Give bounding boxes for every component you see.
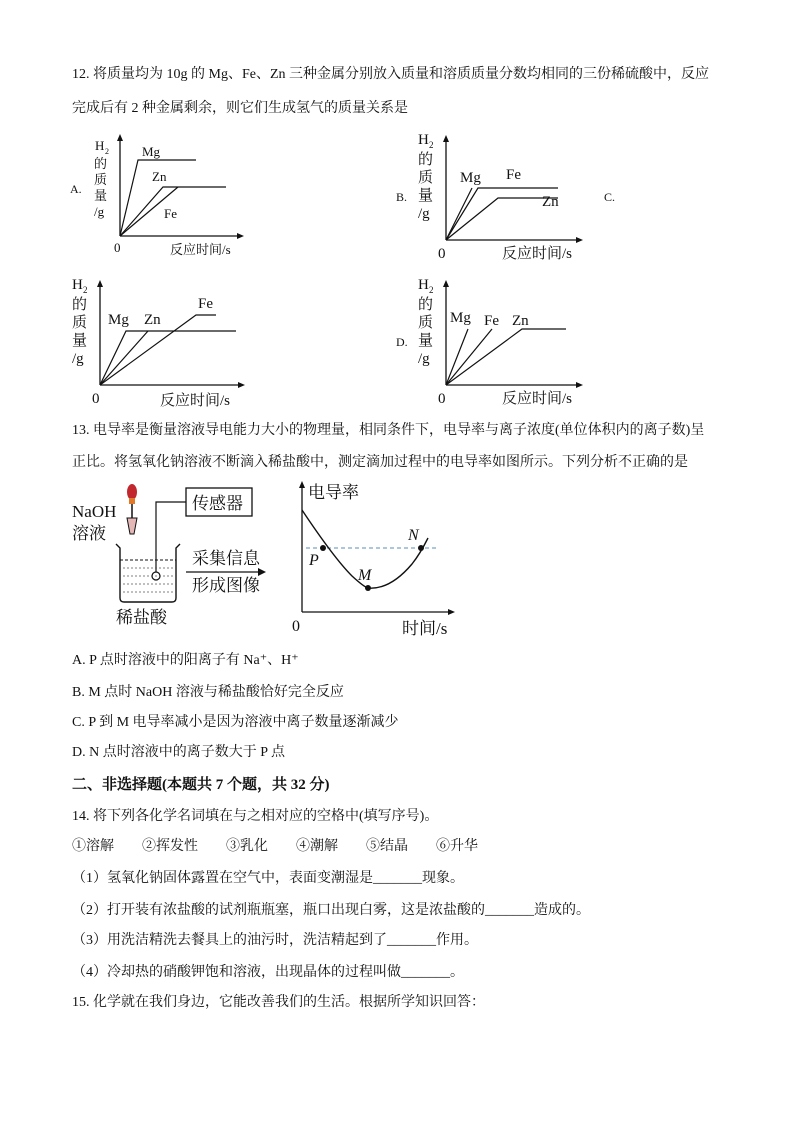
y-label-unit: /g (418, 206, 430, 222)
mg-line (446, 188, 472, 240)
q14-sub-2: （2）打开装有浓盐酸的试剂瓶瓶塞，瓶口出现白雾，这是浓盐酸的_______造成的。 (72, 903, 590, 918)
y-axis-arrow (443, 135, 449, 142)
option-a-label: A. (70, 182, 82, 196)
mg-label: Mg (142, 144, 161, 159)
x-axis-arrow (576, 382, 583, 388)
beaker (116, 544, 180, 602)
dropper-tip (127, 518, 137, 534)
origin-label: 0 (438, 391, 446, 407)
y-label-de: 的 (72, 297, 88, 313)
zn-label: Zn (144, 312, 161, 328)
y-label-sub: 2 (105, 147, 109, 156)
y-axis-arrow (299, 481, 305, 488)
y-label-unit: /g (418, 351, 430, 367)
y-axis-arrow (97, 280, 103, 287)
y-axis-arrow (117, 134, 123, 141)
q12-graph-c (68, 275, 258, 410)
x-axis-arrow (448, 609, 455, 615)
fe-line (446, 329, 492, 385)
y-label-unit: /g (94, 204, 105, 219)
process-arrowhead (258, 568, 266, 576)
x-axis-arrow (576, 237, 583, 243)
q13-conductivity-chart (286, 476, 466, 638)
mg-label: Mg (450, 310, 471, 326)
x-axis-label: 反应时间/s (170, 242, 231, 257)
y-label-h: H (418, 132, 429, 148)
q14-terms: ①溶解 ②挥发性 ③乳化 ④潮解 ⑤结晶 ⑥升华 (72, 839, 478, 854)
y-label-h: H (72, 277, 83, 293)
zn-label: Zn (152, 169, 167, 184)
fe-label: Fe (506, 167, 521, 183)
q12-stem-line-1: 12. 将质量均为 10g 的 Mg、Fe、Zn 三种金属分别放入质量和溶质质量分数均相同的三份稀硫酸中，反应 (72, 67, 709, 82)
form-label: 形成图像 (192, 576, 260, 595)
point-p (320, 545, 326, 551)
q14-stem: 14. 将下列各化学名词填在与之相对应的空格中(填写序号)。 (72, 809, 439, 824)
y-label-zhi: 质 (418, 315, 434, 331)
zn-label: Zn (542, 194, 559, 210)
x-axis-arrow (238, 382, 245, 388)
y-label-liang: 量 (418, 333, 434, 349)
x-axis-label: 反应时间/s (502, 391, 573, 407)
zn-line (446, 329, 566, 385)
mg-label: Mg (460, 170, 481, 186)
mg-label: Mg (108, 312, 129, 328)
x-axis-arrow (237, 233, 244, 239)
y-axis-label: 电导率 (308, 483, 359, 502)
y-axis-arrow (443, 280, 449, 287)
origin-label: 0 (292, 618, 300, 635)
y-label-de: 的 (418, 152, 434, 168)
y-label-liang: 量 (94, 188, 108, 203)
y-label-zhi: 质 (94, 172, 108, 187)
point-n-label: N (408, 527, 419, 544)
point-n (418, 545, 424, 551)
option-d-label: D. (396, 335, 408, 349)
acid-label: 稀盐酸 (116, 608, 167, 627)
y-label-de: 的 (94, 156, 108, 171)
y-label-h: H (418, 277, 429, 293)
sensor-label: 传感器 (192, 494, 243, 513)
q13-choice-d: D. N 点时溶液中的离子数大于 P 点 (72, 745, 285, 760)
q13-choice-c: C. P 到 M 电导率减小是因为溶液中离子数量逐渐减少 (72, 715, 399, 730)
q13-choice-a: A. P 点时溶液中的阳离子有 Na⁺、H⁺ (72, 653, 299, 668)
y-label-sub: 2 (429, 140, 434, 150)
q12-graph-a (68, 130, 248, 260)
point-p-label: P (309, 552, 319, 569)
origin-label: 0 (114, 240, 121, 255)
q12-stem-line-2: 完成后有 2 种金属剩余，则它们生成氢气的质量关系是 (72, 101, 408, 116)
x-axis-label: 反应时间/s (502, 246, 573, 262)
q12-graph-d (394, 275, 594, 410)
dropper-bulb (127, 484, 137, 500)
option-b-label: B. (396, 190, 408, 204)
dropper-collar (129, 498, 135, 504)
y-label-zhi: 质 (418, 170, 434, 186)
q14-sub-3: （3）用洗洁精洗去餐具上的油污时，洗洁精起到了_______作用。 (72, 933, 478, 948)
section-2-title: 二、非选择题(本题共 7 个题，共 32 分) (72, 777, 330, 793)
q13-stem-line-1: 13. 电导率是衡量溶液导电能力大小的物理量，相同条件下，电导率与离子浓度(单位体积内的离子数)呈 (72, 423, 705, 438)
y-label-h: H (95, 138, 105, 153)
option-c-label-top: C. (604, 190, 616, 204)
solution-label: 溶液 (72, 524, 106, 543)
q14-sub-1: （1）氢氧化钠固体露置在空气中，表面变潮湿是_______现象。 (72, 871, 464, 886)
y-label-unit: /g (72, 351, 84, 367)
y-label-de: 的 (418, 297, 434, 313)
q13-apparatus (68, 476, 288, 636)
q12-graph-b (394, 130, 594, 265)
y-label-sub: 2 (83, 285, 88, 295)
collect-label: 采集信息 (192, 549, 260, 568)
fe-label: Fe (198, 296, 213, 312)
fe-label: Fe (164, 206, 177, 221)
naoh-label: NaOH (72, 502, 117, 521)
y-label-liang: 量 (72, 333, 88, 349)
q14-sub-4: （4）冷却热的硝酸钾饱和溶液，出现晶体的过程叫做_______。 (72, 965, 464, 980)
sensor-wire (156, 502, 186, 572)
fe-label: Fe (484, 313, 499, 329)
q15-stem: 15. 化学就在我们身边，它能改善我们的生活。根据所学知识回答： (72, 995, 485, 1010)
q13-choice-b: B. M 点时 NaOH 溶液与稀盐酸恰好完全反应 (72, 685, 344, 700)
origin-label: 0 (438, 246, 446, 262)
y-label-liang: 量 (418, 188, 434, 204)
mg-line (100, 331, 236, 385)
y-label-sub: 2 (429, 285, 434, 295)
x-axis-label: 时间/s (402, 619, 448, 638)
zn-line (100, 331, 148, 385)
point-m-label: M (358, 567, 372, 584)
zn-label: Zn (512, 313, 529, 329)
q13-stem-line-2: 正比。将氢氧化钠溶液不断滴入稀盐酸中，测定滴加过程中的电导率如图所示。下列分析不正确的是 (72, 455, 688, 470)
origin-label: 0 (92, 391, 100, 407)
y-label-zhi: 质 (72, 315, 88, 331)
x-axis-label: 反应时间/s (160, 393, 231, 409)
point-m (365, 585, 371, 591)
